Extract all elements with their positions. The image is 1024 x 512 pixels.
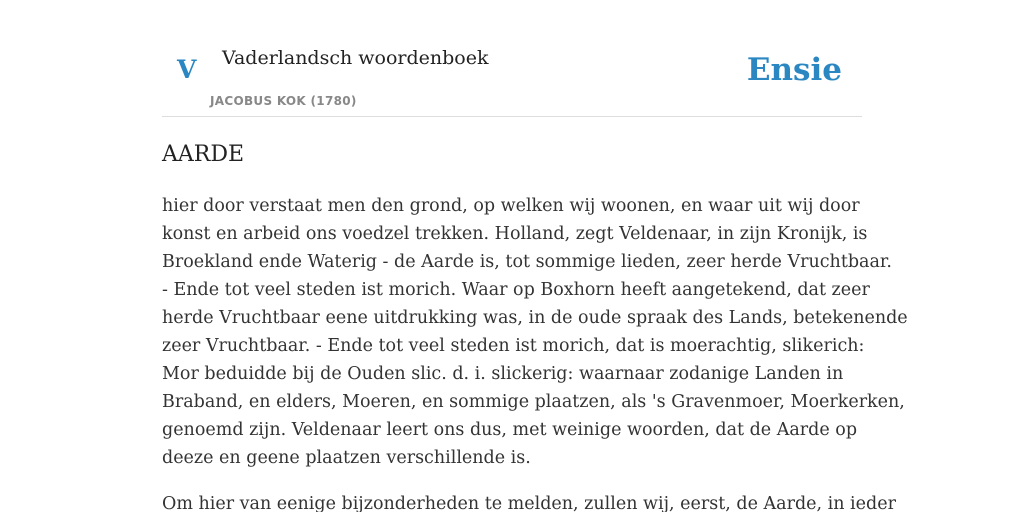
paragraph-line: Om hier van eenige bijzonderheden te melden, zullen wij, eerst, de Aarde, in ieder — [162, 494, 896, 512]
paragraph-line: deeze en geene plaatzen verschillende is. — [162, 448, 531, 468]
paragraph-line: zeer Vruchtbaar. - Ende tot veel steden ist morich, dat is moerachtig, slikerich: — [162, 336, 865, 356]
ensie-logo-link[interactable]: Ensie — [746, 52, 842, 88]
entry-body — [162, 192, 908, 512]
entry-paragraph — [162, 192, 908, 472]
dictionary-letter-link[interactable]: V — [177, 55, 197, 84]
paragraph-line: Braband, en elders, Moeren, en sommige plaatzen, als 's Gravenmoer, Moerkerken, — [162, 392, 905, 412]
dictionary-title-link[interactable]: Vaderlandsch woordenboek — [222, 47, 489, 69]
dictionary-header — [162, 0, 862, 117]
paragraph-line: - Ende tot veel steden ist morich. Waar op Boxhorn heeft aangetekend, dat zeer — [162, 280, 870, 300]
entry-paragraph — [162, 490, 896, 512]
paragraph-line: hier door verstaat men den grond, op welken wij woonen, en waar uit wij door — [162, 196, 860, 216]
paragraph-line: konst en arbeid ons voedzel trekken. Holland, zegt Veldenaar, in zijn Kronijk, is — [162, 224, 868, 244]
entry-term: AARDE — [162, 142, 245, 167]
paragraph-line: Broekland ende Waterig - de Aarde is, tot sommige lieden, zeer herde Vruchtbaar. — [162, 252, 892, 272]
paragraph-line: genoemd zijn. Veldenaar leert ons dus, met weinige woorden, dat de Aarde op — [162, 420, 858, 440]
paragraph-line: herde Vruchtbaar eene uitdrukking was, in de oude spraak des Lands, betekenende — [162, 308, 908, 328]
paragraph-line: Mor beduidde bij de Ouden slic. d. i. slickerig: waarnaar zodanige Landen in — [162, 364, 844, 384]
dictionary-author: JACOBUS KOK (1780) — [210, 94, 357, 108]
paragraph-spacer — [162, 472, 862, 490]
